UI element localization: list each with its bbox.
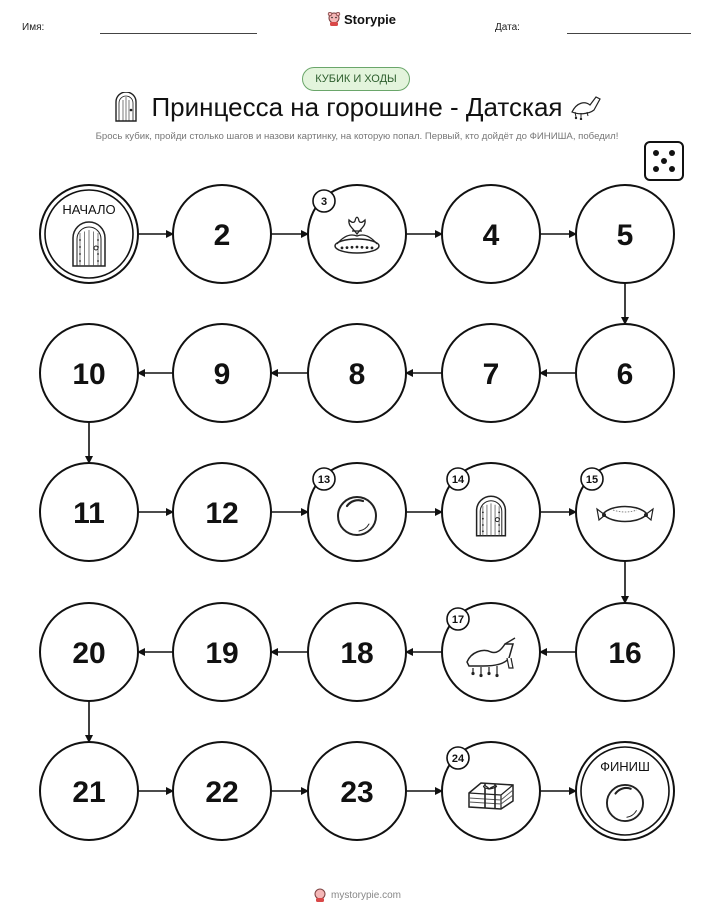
start-label: НАЧАЛО — [62, 202, 116, 217]
space-number: 8 — [348, 358, 366, 391]
board-space-9[interactable] — [173, 324, 271, 422]
space-number: 7 — [482, 358, 500, 391]
board-space-6[interactable] — [576, 324, 674, 422]
board-space-22[interactable] — [173, 742, 271, 840]
svg-text:14: 14 — [451, 474, 465, 486]
board-space-11[interactable] — [40, 463, 138, 561]
space-number: 12 — [205, 497, 239, 530]
mattress-stack-icon — [469, 783, 513, 809]
finish-space[interactable] — [576, 742, 674, 840]
footer — [0, 888, 714, 903]
space-number: 10 — [72, 358, 106, 391]
svg-text:24: 24 — [451, 753, 465, 765]
space-number: 23 — [340, 776, 374, 809]
space-number: 11 — [73, 497, 105, 530]
space-number: 5 — [616, 219, 634, 252]
space-number: 9 — [213, 358, 231, 391]
board-space-2[interactable] — [173, 185, 271, 283]
board-space-19[interactable] — [173, 603, 271, 701]
board-space-17[interactable] — [442, 603, 540, 701]
board-space-12[interactable] — [173, 463, 271, 561]
space-number: 19 — [205, 637, 239, 670]
board-space-3[interactable] — [308, 185, 406, 283]
start-space[interactable] — [40, 185, 138, 283]
board-space-20[interactable] — [40, 603, 138, 701]
door-icon — [73, 222, 105, 266]
pea-icon — [607, 785, 643, 821]
svg-text:13: 13 — [317, 474, 331, 486]
door-icon — [477, 496, 506, 536]
space-number-badge — [447, 608, 469, 630]
space-number: 2 — [213, 219, 231, 252]
board-space-16[interactable] — [576, 603, 674, 701]
board-space-24[interactable] — [442, 742, 540, 840]
finish-label: ФИНИШ — [600, 759, 650, 774]
space-number-badge — [447, 468, 469, 490]
svg-text:15: 15 — [585, 474, 599, 486]
space-number: 20 — [72, 637, 106, 670]
svg-text:3: 3 — [320, 196, 328, 208]
page-title: Принцесса на горошине - Датская — [151, 92, 563, 122]
name-label: Имя: — [22, 22, 45, 33]
board-space-21[interactable] — [40, 742, 138, 840]
board-space-23[interactable] — [308, 742, 406, 840]
space-number-badge — [447, 747, 469, 769]
board-space-15[interactable] — [576, 463, 674, 561]
board-space-14[interactable] — [442, 463, 540, 561]
space-number: 18 — [340, 637, 374, 670]
board-space-7[interactable] — [442, 324, 540, 422]
game-type-badge: КУБИК И ХОДЫ — [302, 67, 410, 91]
space-number: 16 — [608, 637, 642, 670]
svg-text:17: 17 — [451, 614, 465, 626]
board-space-13[interactable] — [308, 463, 406, 561]
pea-icon — [338, 497, 376, 535]
date-label: Дата: — [495, 22, 520, 33]
instructions: Брось кубик, пройди столько шагов и назови картинку, на которую попал. Первый, кто дойдёт до ФИНИША, победил! — [95, 131, 619, 142]
board-space-5[interactable] — [576, 185, 674, 283]
board-space-10[interactable] — [40, 324, 138, 422]
board-space-18[interactable] — [308, 603, 406, 701]
board-space-8[interactable] — [308, 324, 406, 422]
space-number-badge — [581, 468, 603, 490]
space-number: 4 — [482, 219, 500, 252]
footer-url[interactable]: mystorypie.com — [330, 890, 401, 901]
pig-mascot-footer-icon — [313, 888, 327, 903]
space-number: 21 — [72, 776, 106, 809]
brand-name: Storypie — [344, 12, 397, 27]
board-space-4[interactable] — [442, 185, 540, 283]
space-number: 22 — [205, 776, 239, 809]
space-number-badge — [313, 468, 335, 490]
space-number-badge — [313, 190, 335, 212]
space-number: 6 — [616, 358, 634, 391]
